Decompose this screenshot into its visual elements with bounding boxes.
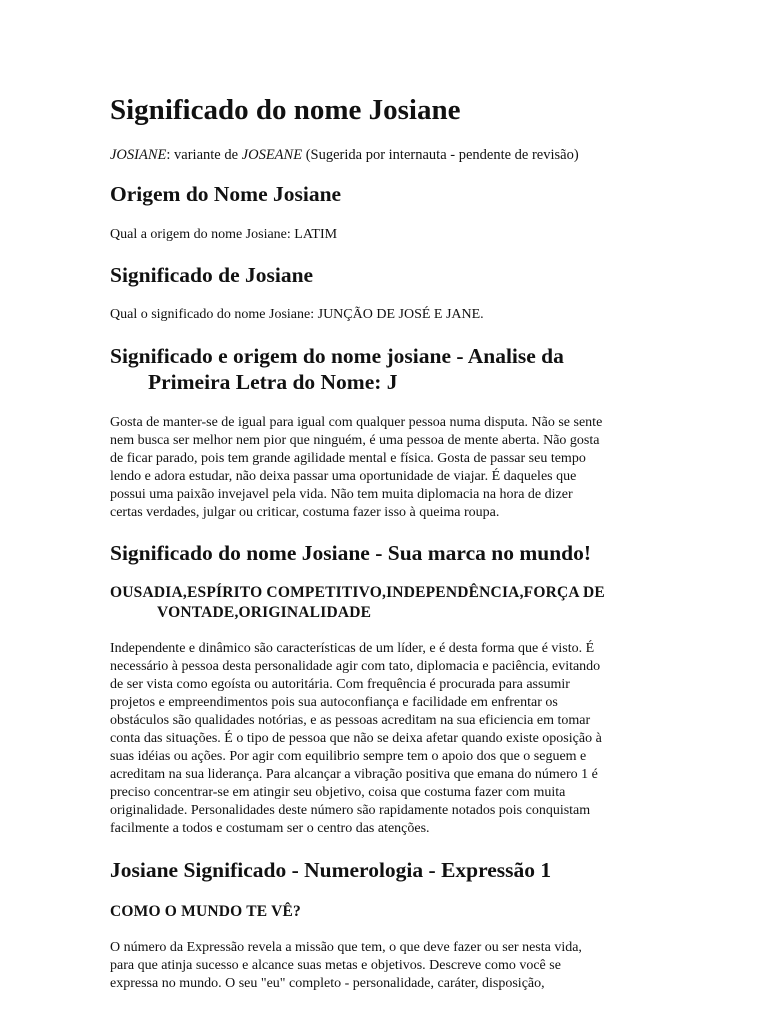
analise-heading-line2: Primeira Letra do Nome: J [148, 370, 398, 394]
paragraph-line: preciso concentrar-se em atingir seu objetivo, coisa que costuma fazer com muita [110, 785, 566, 800]
paragraph-line: possui uma paixão invejavel pela vida. Não tem muita diplomacia na hora de dizer [110, 487, 573, 502]
paragraph-line: necessário à pessoa desta personalidade agir com tato, diplomacia e paciência, evitando [110, 659, 601, 674]
paragraph-line: facilmente a todos e costumam ser o centro das atenções. [110, 821, 430, 836]
marca-paragraph [110, 640, 658, 838]
paragraph-line: lendo e adora estudar, não deixa passar uma oportunidade de viajar. É daqueles que [110, 469, 577, 484]
variant-of-name: JOSEANE [241, 147, 303, 163]
paragraph-line: suas idéias ou ações. Por agir com equilibrio sempre tem o apoio dos que o seguem e [110, 749, 587, 764]
paragraph-line: Gosta de manter-se de igual para igual com qualquer pessoa numa disputa. Não se sente [110, 415, 603, 430]
analise-heading-line1: Significado e origem do nome josiane - Analise da [110, 344, 564, 368]
variant-text-1: : variante de [166, 147, 242, 163]
analise-heading [110, 343, 670, 395]
paragraph-line: expressa no mundo. O seu "eu" completo - personalidade, caráter, disposição, [110, 976, 545, 991]
marca-subheading-line1: OUSADIA,ESPÍRITO COMPETITIVO,INDEPENDÊNCIA,FORÇA DE [110, 584, 605, 601]
paragraph-line: para que atinja sucesso e alcance suas metas e objetivos. Descreve como você se [110, 958, 561, 973]
paragraph-line: O número da Expressão revela a missão que tem, o que deve fazer ou ser nesta vida, [110, 940, 582, 955]
paragraph-line: obstáculos são qualidades notórias, e as pessoas acreditam na sua eficiencia em tomar [110, 713, 591, 728]
marca-heading: Significado do nome Josiane - Sua marca no mundo! [110, 541, 592, 565]
paragraph-line: certas verdades, julgar ou criticar, costuma fazer isso à queima roupa. [110, 505, 500, 520]
significado-text [110, 306, 658, 324]
origem-text [110, 226, 658, 244]
analise-paragraph [110, 414, 658, 522]
numerologia-heading: Josiane Significado - Numerologia - Expressão 1 [110, 858, 552, 882]
page-title: Significado do nome Josiane [110, 94, 461, 126]
paragraph-line: de ficar parado, pois tem grande agilidade mental e física. Gosta de passar seu tempo [110, 451, 586, 466]
numerologia-subheading: COMO O MUNDO TE VÊ? [110, 903, 301, 920]
variant-text-2: (Sugerida por internauta - pendente de revisão) [302, 147, 579, 163]
paragraph-line: originalidade. Personalidades deste número são rapidamente notados pois conquistam [110, 803, 591, 818]
name-variant-note [110, 145, 579, 165]
significado-line: Qual o significado do nome Josiane: JUNÇÃO DE JOSÉ E JANE. [110, 307, 484, 322]
paragraph-line: acreditam na sua liderança. Para alcançar a vibração positiva que emana do número 1 é [110, 767, 598, 782]
marca-subheading-line2: VONTADE,ORIGINALIDADE [157, 604, 372, 621]
significado-heading: Significado de Josiane [110, 263, 314, 287]
numerologia-paragraph [110, 939, 658, 993]
origem-heading: Origem do Nome Josiane [110, 182, 342, 206]
paragraph-line: Independente e dinâmico são características de um líder, e é desta forma que é visto. É [110, 641, 595, 656]
marca-subheading [110, 583, 605, 623]
paragraph-line: de ser vista como egoísta ou autoritária. Com frequência é procurada para assumir [110, 677, 570, 692]
paragraph-line: projetos e empreendimentos pois sua autoconfiança e facilidade em enfrentar os [110, 695, 558, 710]
paragraph-line: nem busca ser melhor nem pior que ninguém, é uma pessoa de mente aberta. Não gosta [110, 433, 600, 448]
origem-line: Qual a origem do nome Josiane: LATIM [110, 227, 338, 242]
paragraph-line: conta das situações. É o tipo de pessoa que não se deixa afetar quando existe oposição à [110, 731, 602, 746]
variant-name: JOSIANE [110, 147, 167, 163]
